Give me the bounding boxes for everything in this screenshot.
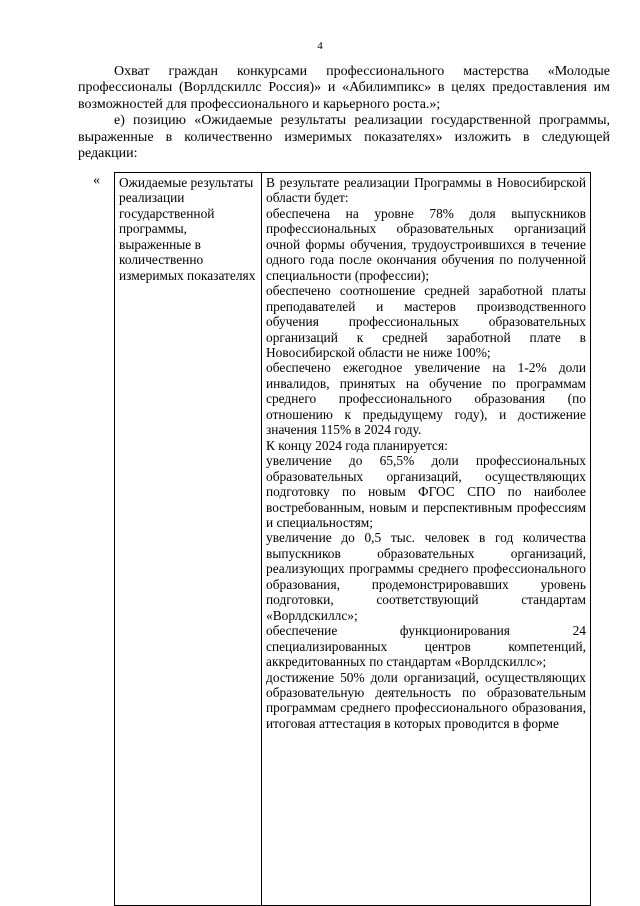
results-paragraph: увеличение до 0,5 тыс. человек в год количества выпускников образовательных организаций, реализующих программы среднего профессионального образования, продемонстрировавших уровень подготовки, соответствующий стандартам «Ворлдскиллс»; [266, 530, 586, 623]
intro-text [78, 64, 610, 162]
results-paragraph: В результате реализации Программы в Новосибирской области будет: [266, 175, 586, 206]
results-paragraph: обеспечена на уровне 78% доля выпускников профессиональных образовательных организаций очной формы обучения, трудоустроившихся в течение одного года после окончания обучения по полученной специальности (профессии); [266, 205, 586, 283]
intro-paragraph-2: е) позицию «Ожидаемые результаты реализации государственной программы, выраженные в количественно измеримых показателях» изложить в следующей редакции: [78, 113, 610, 162]
results-paragraph: обеспечение функционирования 24 специализированных центров компетенций, аккредитованных по стандартам «Ворлдскиллс»; [266, 623, 586, 670]
table-cell-position-name: Ожидаемые результаты реализации государственной программы, выраженные в количественно измеримых показателях [115, 173, 262, 906]
table-cell-position-content [262, 173, 591, 906]
intro-paragraph-1: Охват граждан конкурсами профессионального мастерства «Молодые профессионалы (Ворлдскиллс Россия)» и «Абилимпикс» в целях предоставления им возможностей для профессионального и карьерного роста.»; [78, 64, 610, 112]
results-paragraph: обеспечено соотношение средней заработной платы преподавателей и мастеров производственного обучения профессиональных образовательных организаций к средней заработной плате в Новосибирской области не ниже 100%; [266, 283, 586, 360]
expected-results-table [114, 172, 591, 906]
page-number: 4 [317, 40, 323, 52]
results-paragraph: достижение 50% доли организаций, осуществляющих образовательную деятельность по образовательным программам среднего профессионального образования, итоговая аттестация в которых проводится в форме [266, 669, 586, 731]
table-row [115, 173, 591, 906]
opening-quote-mark: « [93, 173, 100, 188]
results-paragraph: К концу 2024 года планируется: [266, 437, 448, 453]
results-paragraph: обеспечено ежегодное увеличение на 1-2% доли инвалидов, принятых на обучение по программам среднего профессионального образования (по отношению к предыдущему году), и достижение значения 115% в 2024 году. [266, 360, 586, 438]
results-paragraph: увеличение до 65,5% доли профессиональных образовательных организаций, осуществляющих подготовку по новым ФГОС СПО по наиболее востребованным, новым и перспективным профессиям и специальностям; [266, 453, 586, 530]
